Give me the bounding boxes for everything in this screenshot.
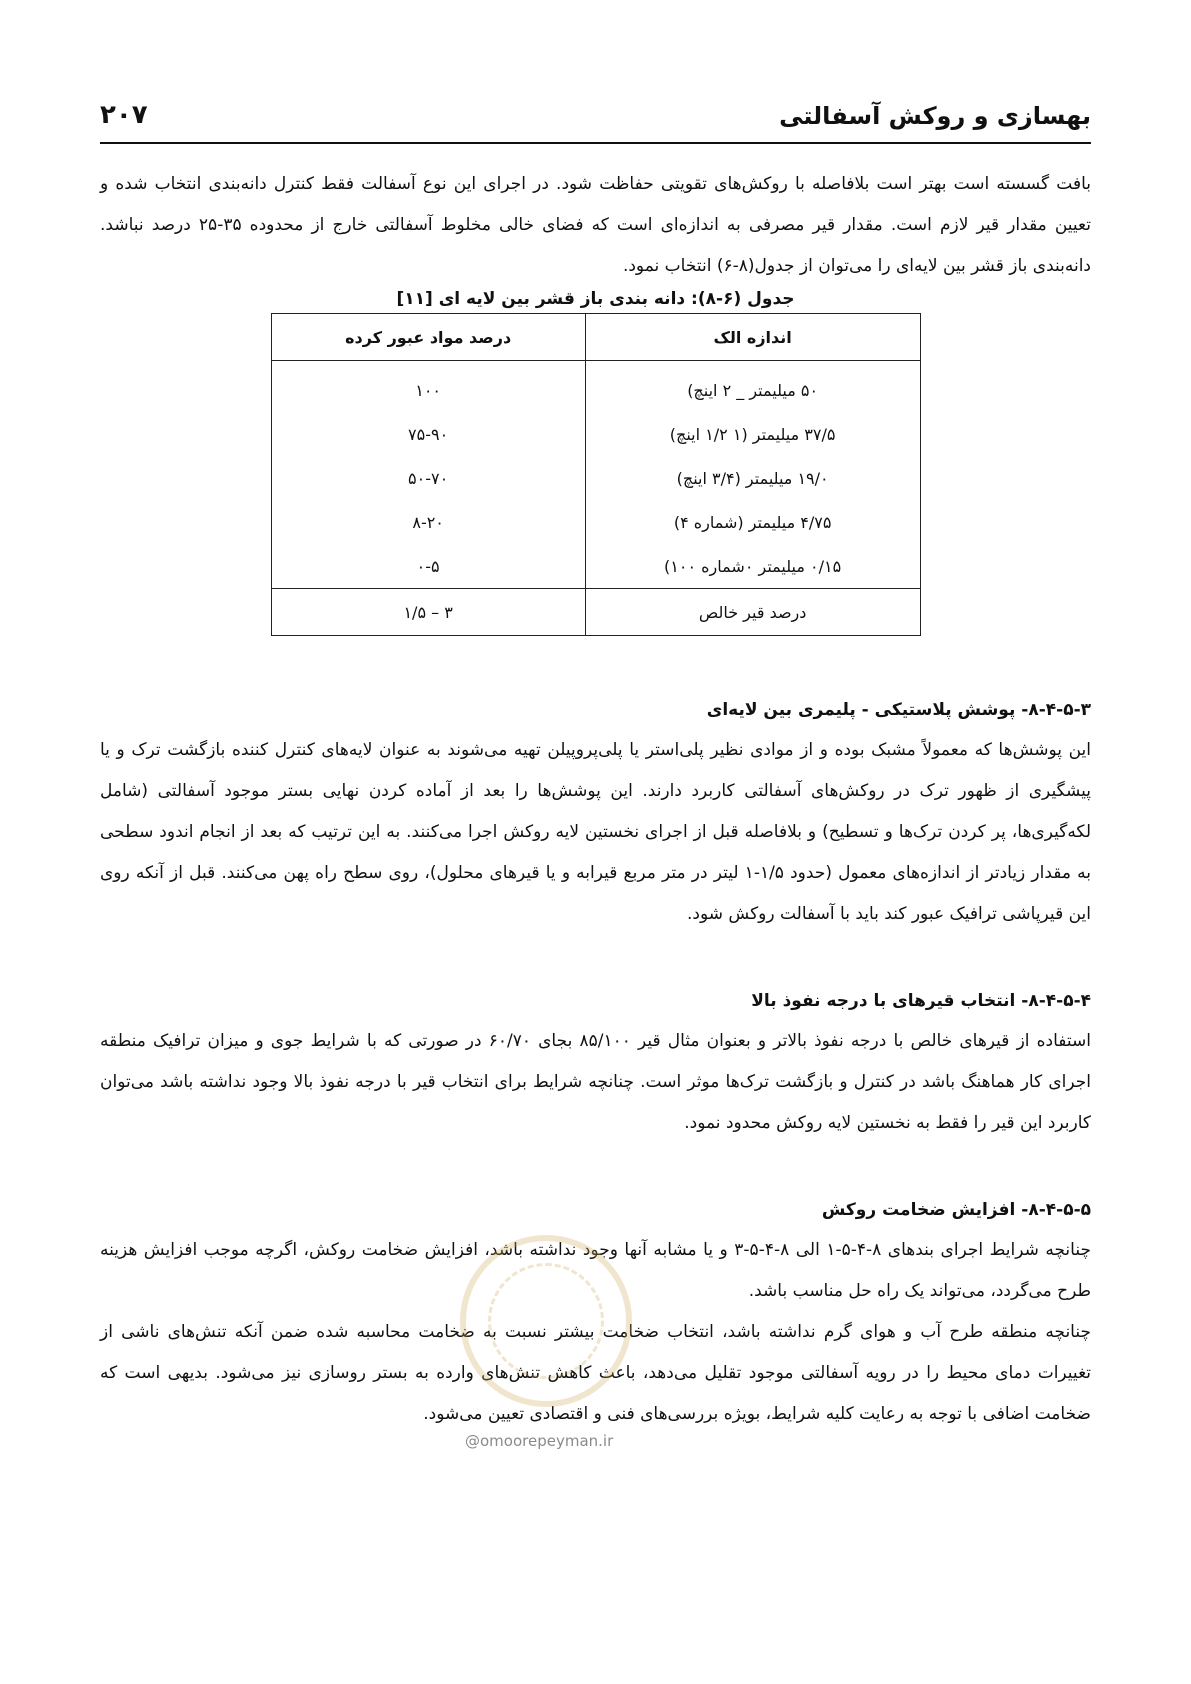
- sieve-size-cell: ۵۰ میلیمتر _ ۲ اینچ): [585, 361, 920, 413]
- total-value-cell: ۳ – ۱/۵: [271, 589, 585, 636]
- section-heading-overlay-thickness: ۸-۴-۵-۵- افزایش ضخامت روکش: [821, 1200, 1091, 1220]
- section-paragraph: چنانچه شرایط اجرای بندهای ۸-۴-۵-۱ الی ۸-۴-۵-۳ و یا مشابه آنها وجود نداشته باشد، افزایش ضخامت روکش، اگرچه موجب افزایش هزینه طرح می‌گردد، می‌تواند یک راه حل مناسب باشد.: [100, 1240, 1091, 1301]
- watermark-seal: [460, 1235, 632, 1407]
- section-heading-plastic-interlayer: ۸-۴-۵-۳- پوشش پلاستیکی - پلیمری بین لایه‌ای: [706, 700, 1091, 720]
- section-heading-high-penetration-bitumen: ۸-۴-۵-۴- انتخاب قیرهای با درجه نفوذ بالا: [751, 991, 1091, 1011]
- running-title: بهسازی و روکش آسفالتی: [779, 102, 1091, 130]
- sieve-size-cell: ۳۷/۵ میلیمتر (۱ ۱/۲ اینچ): [585, 412, 920, 456]
- table-row: [271, 500, 920, 544]
- table-total-row: [271, 589, 920, 636]
- section-paragraph: استفاده از قیرهای خالص با درجه نفوذ بالاتر و بعنوان مثال قیر ۸۵/۱۰۰ بجای ۶۰/۷۰ در صورتی که با شرایط جوی و میزان ترافیک منطقه اجرای کار هماهنگ باشد در کنترل و بازگشت ترک‌ها موثر است. چنانچه شرایط برای انتخاب قیر با درجه نفوذ بالا وجود نداشته باشد می‌توان کاربرد این قیر را فقط به نخستین لایه روکش محدود نمود.: [100, 1031, 1092, 1133]
- percent-passing-cell: ۱۰۰: [271, 361, 585, 413]
- sieve-size-cell: ۰/۱۵ میلیمتر ۰شماره ۱۰۰): [585, 544, 920, 589]
- sieve-size-cell: ۱۹/۰ میلیمتر (۳/۴ اینچ): [585, 456, 920, 500]
- page-content: [100, 164, 1091, 1435]
- table-row: [271, 361, 920, 413]
- sieve-size-cell: ۴/۷۵ میلیمتر (شماره ۴): [585, 500, 920, 544]
- header-percent-passing: درصد مواد عبور کرده: [271, 314, 585, 361]
- section-paragraph: این پوشش‌ها که معمولاً مشبک بوده و از موادی نظیر پلی‌استر یا پلی‌پروپیلن تهیه می‌شوند به عنوان لایه‌های کنترل کننده بازگشت ترک و یا پیشگیری از ظهور ترک در روکش‌های آسفالتی کاربرد دارند. این پوشش‌ها را بعد از آماده کردن نهایی بستر موجود آسفالتی (شامل لکه‌گیری‌ها، پر کردن ترک‌ها و تسطیح) و بلافاصله قبل از اجرای نخستین لایه روکش اجرا می‌کنند. به این ترتیب که بعد از انجام اندود سطحی به مقدار زیادتر از اندازه‌های معمول (حدود ۱/۵-۱ لیتر در متر مربع قیرابه و یا قیرهای محلول)، روی سطح راه پهن می‌کنند. قبل از آنکه روی این قیرپاشی ترافیک عبور کند باید با آسفالت روکش شود.: [100, 740, 1091, 924]
- page-header: [100, 100, 1091, 144]
- percent-passing-cell: ۰-۵: [271, 544, 585, 589]
- gradation-table: [271, 313, 921, 636]
- percent-passing-cell: ۸-۲۰: [271, 500, 585, 544]
- table-caption: جدول (۶-۸): دانه بندی باز قشر بین لایه ای [۱۱]: [396, 289, 795, 309]
- section-paragraph: چنانچه منطقه طرح آب و هوای گرم نداشته باشد، انتخاب ضخامت بیشتر نسبت به ضخامت محاسبه شده ضمن آنکه تنش‌های ناشی از تغییرات دمای محیط را در رویه آسفالتی موجود تقلیل می‌دهد، باعث کاهش تنش‌های وارده به بستر روسازی نیز می‌شود. بدیهی است که ضخامت اضافی با توجه به رعایت کلیه شرایط، بویژه بررسی‌های فنی و اقتصادی تعیین می‌شود.: [100, 1322, 1091, 1424]
- table-row: [271, 456, 920, 500]
- percent-passing-cell: ۵۰-۷۰: [271, 456, 585, 500]
- page-number: ۲۰۷: [100, 100, 148, 130]
- table-row: [271, 412, 920, 456]
- header-sieve-size: اندازه الک: [585, 314, 920, 361]
- total-label-cell: درصد قیر خالص: [585, 589, 920, 636]
- percent-passing-cell: ۷۵-۹۰: [271, 412, 585, 456]
- intro-paragraph: بافت گسسته است بهتر است بلافاصله با روکش‌های تقویتی حفاظت شود. در اجرای این نوع آسفالت فقط کنترل دانه‌بندی انتخاب شده و تعیین مقدار قیر لازم است. مقدار قیر مصرفی به اندازه‌ای است که فضای خالی مخلوط آسفالتی خارج از محدوده ۳۵-۲۵ درصد نباشد. دانه‌بندی باز قشر بین لایه‌ای را می‌توان از جدول(۸-۶) انتخاب نمود.: [100, 174, 1091, 276]
- table-row: [271, 544, 920, 589]
- watermark-url: @omoorepeyman.ir: [465, 1432, 614, 1450]
- table-header-row: [271, 314, 920, 361]
